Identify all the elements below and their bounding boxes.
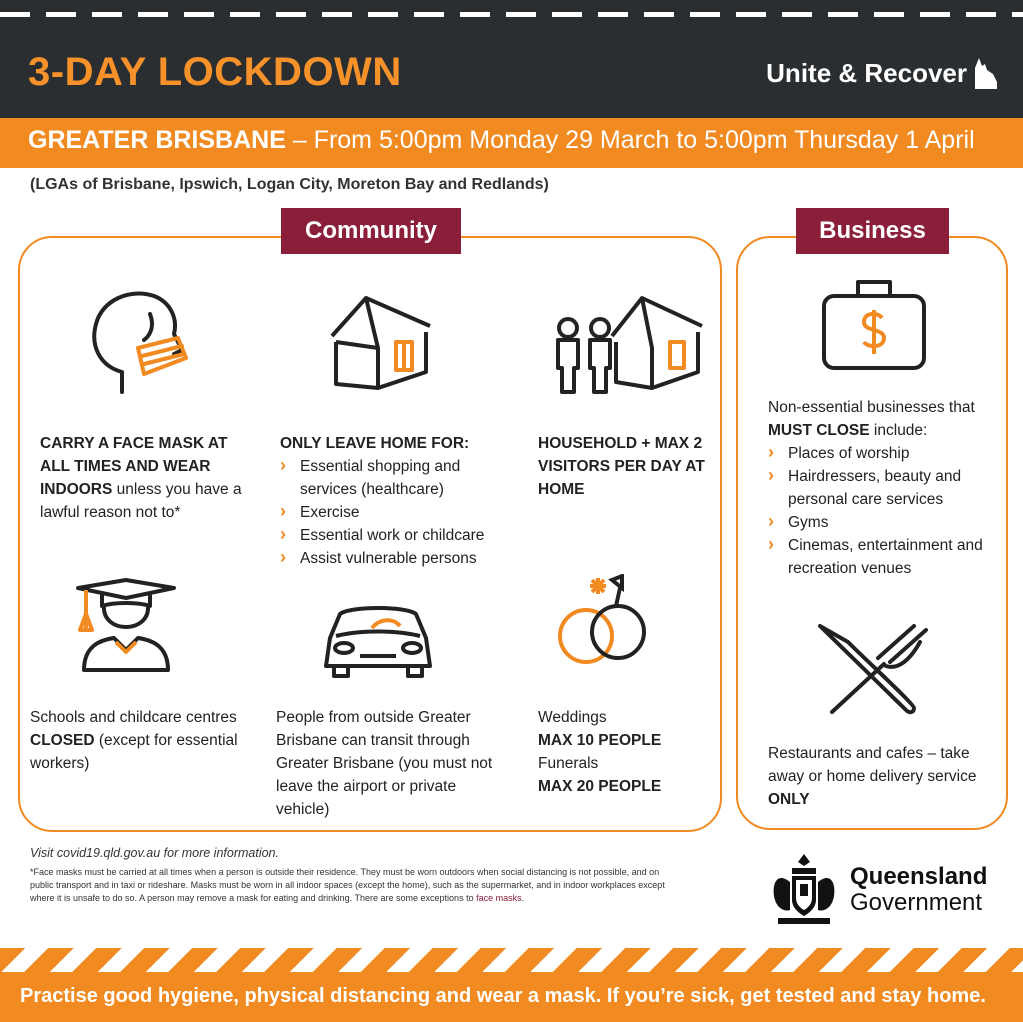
community-tag: Community (281, 208, 461, 254)
list-item: › Essential shopping and services (healthcare) (280, 455, 516, 501)
leave-home-heading: ONLY LEAVE HOME FOR: (280, 435, 470, 452)
schools-bold: CLOSED (30, 732, 95, 749)
restaurants-text (768, 742, 992, 811)
mask-text-rest: unless you have a lawful reason not to* (40, 481, 242, 521)
leave-home-block (280, 432, 516, 570)
business-tag: Business (796, 208, 949, 254)
government-line1: Queensland (850, 863, 988, 890)
brand-logo (766, 56, 999, 90)
region-period (28, 126, 975, 155)
leave-home-list (280, 455, 516, 570)
schools-pre: Schools and childcare centres (30, 709, 237, 726)
footnote-text: *Face masks must be carried at all times when a person is outside their residence. They must be worn outdoors when social distancing is not possible, and on public transport and in taxi or rideshare. Masks must be worn in all indoor spaces (except the home), such as the supermarket, and in indoor workplaces except where it is unsafe to do so. A person may remove a mask for eating and drinking. There are some exceptions to (30, 867, 665, 903)
list-item: › Assist vulnerable persons (280, 547, 516, 570)
page-title: 3-DAY LOCKDOWN (28, 50, 402, 94)
schools-text (30, 706, 240, 775)
coat-of-arms-icon (766, 852, 842, 928)
list-item: › Hairdressers, beauty and personal care services (768, 465, 994, 511)
hazard-stripes (0, 948, 1023, 972)
list-item: › Exercise (280, 501, 516, 524)
lga-list: (LGAs of Brisbane, Ipswich, Logan City, Moreton Bay and Redlands) (30, 176, 549, 193)
list-item: › Cinemas, entertainment and recreation venues (768, 534, 994, 580)
restaurants-pre: Restaurants and cafes – take away or home delivery service (768, 745, 977, 785)
graduation-icon (74, 574, 178, 674)
restaurants-bold: ONLY (768, 791, 810, 808)
brand-text: Unite & Recover (766, 57, 967, 88)
face-masks-link[interactable]: face masks (476, 893, 522, 903)
funerals-label: Funerals (538, 755, 599, 772)
mask-text-bold: CARRY A FACE MASK AT ALL TIMES AND WEAR INDOORS (40, 435, 228, 498)
list-item: › Gyms (768, 511, 994, 534)
briefcase-icon (820, 276, 928, 374)
footnote-end: . (521, 893, 525, 903)
queensland-government-logo (766, 852, 987, 928)
house-icon (326, 292, 436, 390)
must-close-list (768, 442, 994, 580)
wedding-rings-icon (552, 574, 656, 674)
household-text: HOUSEHOLD + MAX 2 VISITORS PER DAY AT HOME (538, 435, 705, 498)
schools-post: (except for essential workers) (30, 732, 238, 772)
knife-fork-icon (814, 622, 932, 720)
car-icon (320, 604, 436, 680)
footnote (30, 866, 670, 905)
period-text: – From 5:00pm Monday 29 March to 5:00pm Thursday 1 April (285, 126, 975, 154)
business-intro-post: include: (869, 422, 928, 439)
region-name: GREATER BRISBANE (28, 126, 286, 154)
visit-link-text: Visit covid19.qld.gov.au for more information. (30, 846, 279, 860)
list-item: › Places of worship (768, 442, 994, 465)
weddings-label: Weddings (538, 709, 607, 726)
transit-text: People from outside Greater Brisbane can transit through Greater Brisbane (you must not leave the airport or private vehicle) (276, 709, 493, 818)
weddings-block (538, 706, 708, 798)
business-intro-pre: Non-essential businesses that (768, 399, 975, 416)
queensland-map-icon (973, 56, 999, 90)
hygiene-message: Practise good hygiene, physical distancing and wear a mask. If you’re sick, get tested and stay home. (20, 985, 986, 1007)
mask-text (40, 432, 254, 524)
weddings-max: MAX 10 PEOPLE (538, 732, 662, 749)
government-line2: Government (850, 889, 983, 916)
list-item: › Essential work or childcare (280, 524, 516, 547)
government-name (850, 864, 987, 916)
business-intro-bold: MUST CLOSE (768, 422, 870, 439)
business-intro (768, 396, 994, 580)
funerals-max: MAX 20 PEOPLE (538, 778, 662, 795)
dashed-line (0, 12, 1023, 17)
household-visitors-icon (552, 292, 706, 398)
face-mask-icon (82, 284, 192, 396)
